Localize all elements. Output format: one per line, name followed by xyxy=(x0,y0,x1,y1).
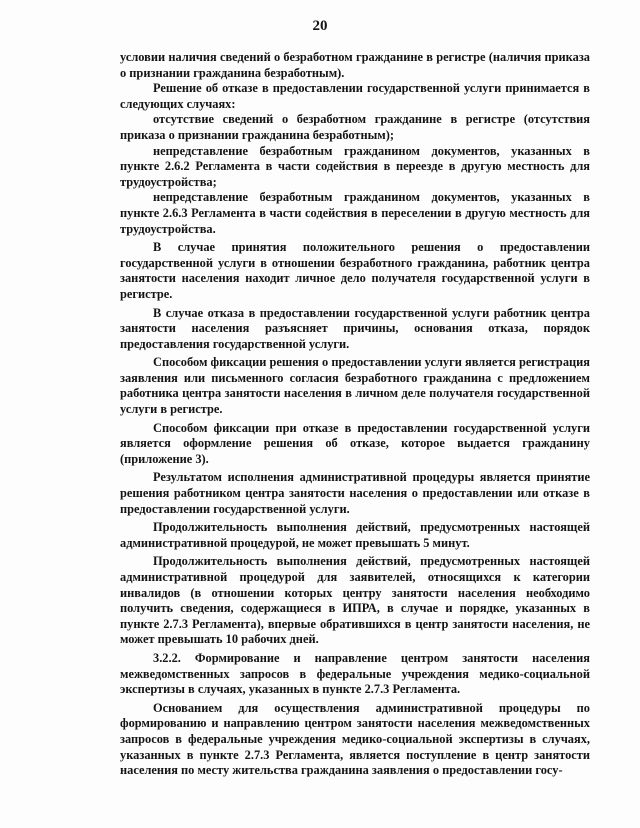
paragraph-8: Способом фиксации решения о предоставлении услуги является регистрация заявления или письменного согласия безработного гражданина с предложением работника центра занятости населения в личном деле получателя государственной услуги в регистре. xyxy=(120,355,590,417)
paragraph-12: Продолжительность выполнения действий, предусмотренных настоящей административной процедурой для заявителей, относящихся к категории инвалидов (в отношении которых центру занятости населения необходимо получить сведения, содержащиеся в ИПРА, в случае и порядке, указанных в пункте 2.7.3 Регламента), впервые обратившихся в центр занятости населения, не может превышать 10 рабочих дней. xyxy=(120,554,590,647)
paragraph-4: непредставление безработным гражданином документов, указанных в пункте 2.6.2 Регламента в части содействия в переезде в другую местность для трудоустройства; xyxy=(120,143,590,189)
paragraph-6: В случае принятия положительного решения о предоставлении государственной услуги в отношении безработного гражданина, работник центра занятости населения находит личное дело получателя государственной услуги в регистре. xyxy=(120,240,590,301)
paragraph-3: отсутствие сведений о безработном гражданине в регистре (отсутствия приказа о признании гражданина безработным); xyxy=(120,112,590,142)
page-number: 20 xyxy=(312,18,328,34)
paragraph-13: 3.2.2. Формирование и направление центром занятости населения межведомственных запросов в федеральные учреждения медико-социальной экспертизы в случаях, указанных в пункте 2.7.3 Регламента. xyxy=(120,650,590,697)
paragraph-1: условии наличия сведений о безработном гражданине в регистре (наличия приказа о признании гражданина безработным). xyxy=(120,50,590,80)
paragraph-11: Продолжительность выполнения действий, предусмотренных настоящей административной процедурой, не может превышать 5 минут. xyxy=(120,520,590,550)
paragraph-5: непредставление безработным гражданином документов, указанных в пункте 2.6.3 Регламента в части содействия в переселении в другую местность для трудоустройства. xyxy=(120,190,590,236)
paragraph-10: Результатом исполнения административной процедуры является принятие решения работником центра занятости населения о предоставлении или отказе в предоставлении государственной услуги. xyxy=(120,470,590,516)
document-body xyxy=(120,50,590,779)
paragraph-2: Решение об отказе в предоставлении государственной услуги принимается в следующих случаях: xyxy=(120,81,590,111)
paragraph-9: Способом фиксации при отказе в предоставлении государственной услуги является оформление решения об отказе, которое выдается гражданину (приложение 3). xyxy=(120,420,590,466)
paragraph-14: Основанием для осуществления административной процедуры по формированию и направлению центром занятости населения межведомственных запросов в федеральные учреждения медико-социальной экспертизы в случаях, указанных в пункте 2.7.3 Регламента, является поступление в центр занятости населения по месту жительства гражданина заявления о предоставлении госу- xyxy=(120,700,590,778)
paragraph-7: В случае отказа в предоставлении государственной услуги работник центра занятости населения разъясняет причины, основания отказа, порядок предоставления государственной услуги. xyxy=(120,305,590,351)
